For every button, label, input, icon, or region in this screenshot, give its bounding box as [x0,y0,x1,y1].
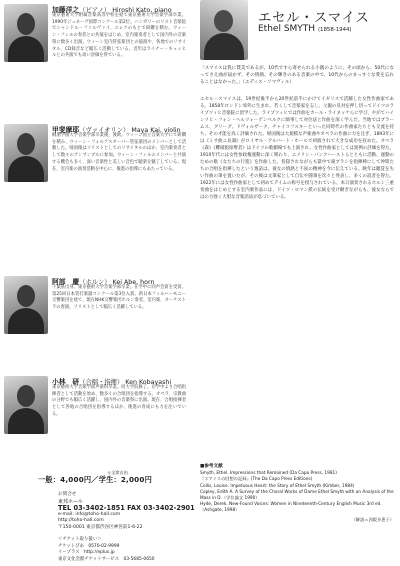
performer-name-en: Maya Kai, violin [131,127,181,134]
reference-item: 『スマイスの回想の記録』(The Da Capo Press Editions) [200,477,313,483]
inquiry-label: お問合せ [58,492,77,497]
performer-bio: 桐朋学園大学音楽学部卒業後、渡欧。ウィーン国立音楽大学にて研鑽を積み、ウィーン・フォルクスオーパー管弦楽団のメンバーとして活動した。帰国後はソリストとしてのリサイタルのほか、室内楽奏者として数々のアンサンブルに参加。ウィーン・フィルのメンバーと共演する機会も多く、深い音楽性と美しい音色で聴衆を魅了している。現在、室内楽の演奏活動を中心に、後進の指導にもあたっている。 [52,133,186,172]
ticket-outlets [58,537,186,563]
composer-name-en: Ethel SMYTH [258,24,316,34]
performer-photo [4,276,48,334]
reference-item: Smyth, Ethel. Impressions that Remained (Da Capo Press, 1981) [200,471,337,477]
performer-name-en: Ken Kobayashi [125,379,172,386]
price-note: ＊全席自由 [107,470,128,475]
composer-essay: エセル・スマイスは、19世紀後半から20世紀前半にかけてイギリスで活躍した女性作曲家である。1858年ロンドン郊外に生まれ、若くして音楽家を志し、父親の反対を押し切ってドイツのライプツィヒ音楽院に留学した。ライプツィヒでは作曲をカール・ライネッケらに学び、やがてハインリヒ・フォン・ヘルツォーゲンベルクに師事して対位法と作曲を深く学んだ。当地ではブラームス、グリーグ、ドヴォルザーク、チャイコフスキーといった同時代の作曲家たちとも交流を持ち、その才能を高く評価された。帰国後は大規模な声楽曲やオペラの作曲に力を注ぎ、1893年には《ミサ曲ニ長調》がロイヤル・アルバート・ホールで初演されて大きな成功を収めた。オペラ《森》《難破船掠奪者》はドイツの歌劇場でも上演され、女性作曲家としては異例の評価を得た。1910年代には女性参政権運動に深く関わり、エメリン・パンクハーストらとともに活動、運動のための歌《女たちの行進》を作曲した。投獄されながらも獄中で歯ブラシを指揮棒にして仲間たちの合唱を指揮したという逸話は、彼女の情熱と不屈の精神を今に伝えている。晩年は聴覚を失い作曲の筆を置いたが、その後は文筆家として自伝や随筆を次々と発表し、多くの読者を得た。1922年には女性作曲家として初めてデイムの称号を授与されている。本日演奏されるホルン三重奏曲をはじめとする室内楽作品には、ドイツ・ロマン派の伝統を受け継ぎながらも、彼女ならではの力強く大胆な音楽語法が息づいている。 [200,97,394,200]
price-block [4,470,186,485]
ticket-price: 一般：4,000円／学生：2,000円 [38,474,152,484]
ticket-outlet: イープラス http://eplus.jp [58,550,115,555]
performer-name-en: Kei Abe, horn [112,279,155,286]
reference-item: Copley, Edith A. A Survey of the Choral Works of Dame Ethel Smyth with an Analysis of the Mass in D.（学位論文 1990） [200,489,394,502]
references-title: ■参考文献 [200,464,223,469]
reference-item: Hyde, Derek. New-Found Voices: Women in Nineteenth-Century English Music 3rd ed.（Ashgate, 1998） [200,502,382,514]
ticket-outlet: チケットぴあ 0570-02-9999 [58,543,120,549]
performer-photo [4,4,48,62]
composer-title-jp: エセル・スマイス [258,10,370,26]
performer-name: 小林 研 [52,378,80,386]
performer-name: 加藤洋之 [52,6,80,14]
references [200,464,394,524]
composer-quote: 「スマイスは我に賛美であるが、10代ですら寄せられる小銭のように、その頃から、50代になってさえ曲が届かず、その情熱、その輝きのある音楽の中で、10代からのまっすぐな愛を忘れることはなかった。」（エディス・ソマヴィル） [200,66,394,85]
performer-column [0,0,195,566]
composer-years: (1858-1944) [317,27,352,33]
composer-title-en [258,24,352,34]
composer-column [200,0,394,566]
performer-bio: 東京藝術大学附属音楽高等学校を経て東京藝術大学音楽学部卒業。1990年ジュネーヴ国際コンクール第2位。ハンガリーのリスト音楽院でシャンドル・ファルヴァイ、エレクのもとで研鑽を積む。ウィーン・フィルの奏者との共演をはじめ、室内楽奏者として国内外の音楽祭に数多く出演。ウィーン室内管弦楽団との協演や、各地でのリサイタル、CD録音など幅広く活動している。近年はライナー・キュッヒルとの共演でも高い評価を得ている。 [52,13,186,59]
performer-photo [4,376,48,434]
performer-role: （ヴァイオリン） [79,127,130,134]
commentary-author: （解説＝西阪多恵子） [351,517,394,523]
performer-role: （合唱・指揮） [79,379,124,386]
contact-address: 〒150-0001 東京都渋谷区神宮前1-6-22 [58,524,143,530]
performer-bio: 千葉県出身。東京藝術大学音楽学部卒業。在学中に同声会賞を受賞。第25回日本管打楽器コンクール第3位入賞。新日本フィルハーモニー交響楽団を経て、現在NHK交響楽団ホルン奏者。室内楽、オーケストラの客演、ソリストとして幅広く活躍している。 [52,285,186,311]
contact-email[interactable]: e-mail: info@toho-hall.com [58,511,121,517]
performer-role: （ピアノ） [79,7,111,14]
organizer-name: 東邦ホール [58,498,83,505]
phone-fax: TEL 03-3402-1851 FAX 03-3402-2901 [58,504,195,512]
performer-role: （ホルン） [79,279,111,286]
ticket-outlet: 東京文化会館チケットサービス 03-5685-0650 [58,556,155,562]
reference-item: Collis, Louise. Impetuous Heart: the Story of Ethel Smyth (Kimber, 1984) [200,483,355,489]
performer-name: 阿部 慶 [52,278,80,286]
contact-url[interactable]: http://toho-hall.com [58,518,104,523]
outlets-label: ＜チケット取り扱い＞ [58,537,102,542]
performer-bio: 東京藝術大学音楽学部声楽科卒業。同大学院修了。在学中より合唱指揮者として活動を始め、数多くの合唱団を指導する。オペラ、宗教曲の分野でも幅広く活躍し、国内外の音楽祭に出演。現在、合唱指揮者として各地の合唱団を指導するほか、後進の育成にも力を注いでいる。 [52,385,186,417]
composer-portrait [200,0,248,60]
performer-photo [4,124,48,182]
performer-name: 甲斐摩耶 [52,126,80,134]
performer-name-en: Hiroshi Kato, piano [112,7,172,14]
inquiry-block [58,492,195,531]
